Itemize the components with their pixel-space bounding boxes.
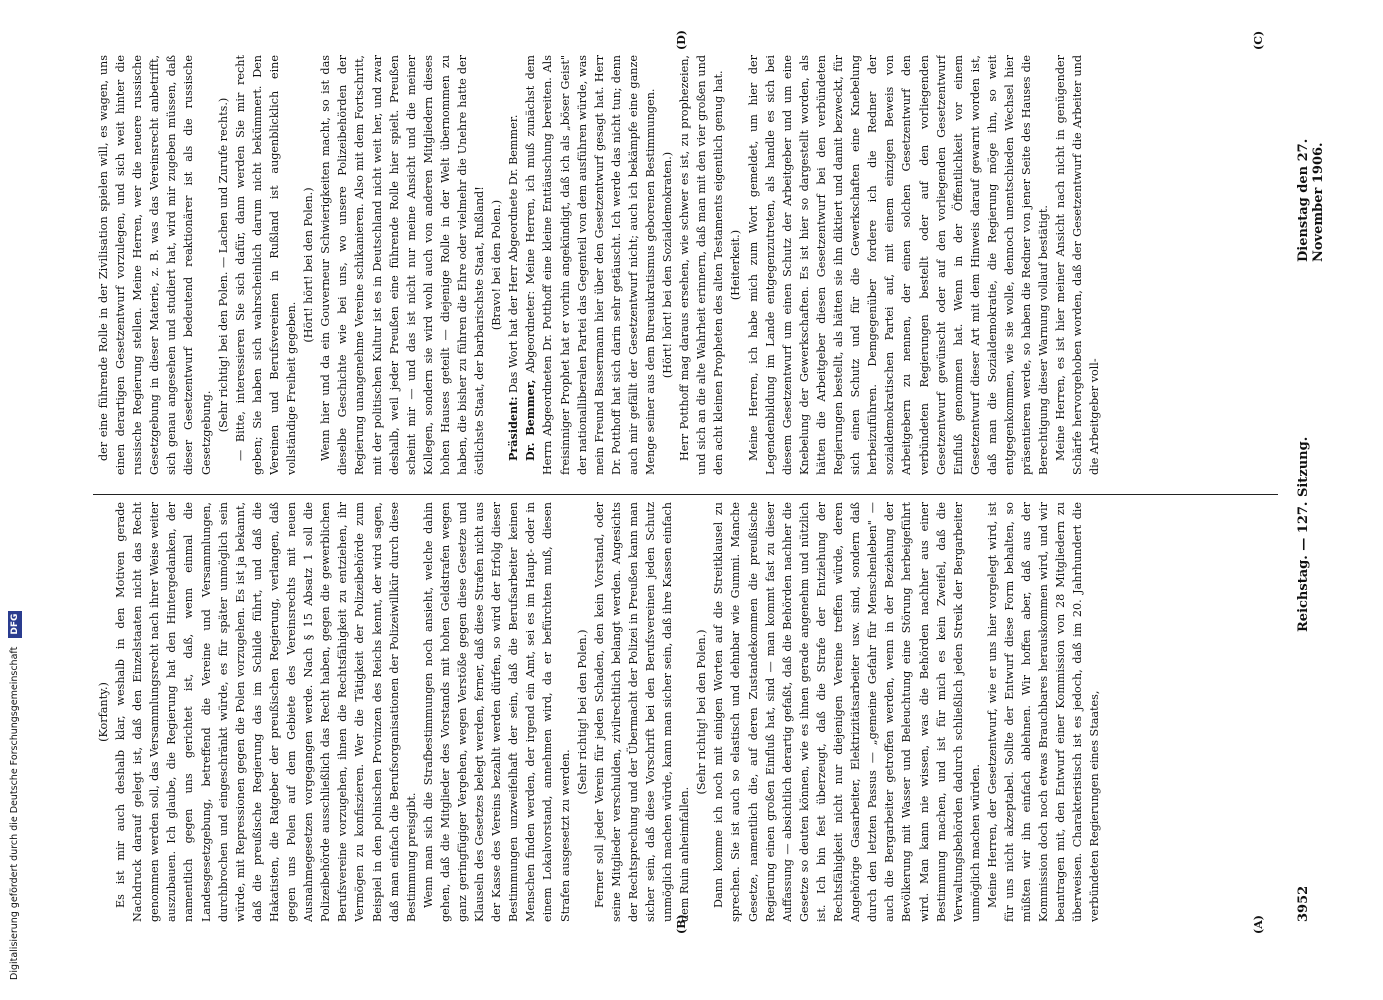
- page-title: Reichstag. — 127. Sitzung.: [1296, 436, 1311, 632]
- speaker-name: Dr. Bemmer,: [523, 379, 538, 461]
- paragraph-text: Dann komme ich noch mit einigen Worten auf die Streitklausel zu sprechen. Sie ist auch so elastisch und dehnbar wie Gummi. Manche Gesetze, namentlich die, auf deren Zustandekommen die preußische Regierung einen großen Einfluß hat, sind — man kommt fast zu dieser Auffassung — absichtlich derartig gefaßt, daß die Behörden nachher die Gesetze so deuten können, wie es ihnen gerade angenehm und nützlich ist. Ich bin fest überzeugt, daß die Strafe der Entziehung der Rechtsfähigkeit nicht nur diejenigen Vereine treffen würde, deren Angehörige Gasarbeiter, Elektrizitätsarbeiter usw. sind, sondern daß durch den letzten Passus — „gemeine Gefahr für Menschenleben" — auch die Bergarbeiter getroffen werden, wenn in der Beziehung der Bevölkerung mit Wasser und Beleuchtung eine Störung herbeigeführt wird. Man kann nie wissen, was die Behörden nachher aus einer Bestimmung machen, und ist für mich es kein Zweifel, daß die Verwaltungsbehörden dadurch schließlich jeden Streik der Bergarbeiter unmöglich machen würden.: [712, 502, 982, 922]
- footer: [4, 20, 26, 980]
- stage-direction: [659, 55, 676, 475]
- paragraph: [522, 55, 659, 475]
- stage-direction: [215, 55, 232, 475]
- column-divider: [93, 494, 1278, 495]
- dfg-logo: DFG: [8, 611, 22, 638]
- stage-direction: [300, 55, 317, 475]
- page-header: [1290, 62, 1326, 922]
- paragraph-text: Ferner soll jeder Verein für jeden Schaden, den kein Vorstand, oder seine Mitglieder verschulden, zivilrechtlich belangt werden. Angesichts der Rechtsprechung und der Übermacht der Polizei in Preußen kann man sicher sein, daß diese Vorschrift bei den Berufsvereinen jeden Schutz unmöglich machen würde, kann man sicher sein, daß ihre Kassen einfach dem Ruin anheimfallen.: [592, 502, 692, 922]
- paragraph-text: Wenn hier und da ein Gouverneur Schwierigkeiten macht, so ist das dieselbe Geschichte wie bei uns, wo unsere Polizeibehörden der Regierung unangenehme Vereine schikanieren. Also mit dem Fortschritt, mit der politischen Kultur ist es in Deutschland nicht weit her, und zwar deshalb, weil jeder Preußen eine führende Rolle hier spielt. Preußen scheint mir — und das ist nicht nur meine Ansicht und die meiner Kollegen, sondern sie wird wohl auch von anderen Mitgliedern dieses hohen Hauses geteilt — diejenige Rolle in der Welt übernommen zu haben, die bisher zu führen die Ehre oder vielmehr die Unehre hatte der östlichste Staat, der barbarischste Staat, Rußland!: [319, 55, 487, 475]
- paragraph: [232, 55, 300, 475]
- paragraph: [95, 55, 215, 475]
- paragraph-text: Wenn man sich die Strafbestimmungen noch ansieht, welche dahin gehen, daß die Mitglieder des Vorstands mit hohen Geldstrafen wegen ganz geringfügiger Vergehen, wegen Verstöße gegen diese Gesetze und Klauseln des Gesetzes belegt werden, ferner, daß diese Strafen nicht aus der Kasse des Vereins bezahlt werden dürfen, so wird der Erfolg dieser Bestimmungen unzweifelhaft der sein, daß die Berufsarbeiter keinen Menschen finden werden, der irgend ein Amt, sei es im Haupt- oder in einem Lokalvorstand, annehmen wird, da er befürchten muß, diesen Strafen ausgesetzt zu werden.: [421, 502, 572, 922]
- paragraph-text: (Hört! hört! bei den Sozialdemokraten.): [661, 151, 675, 379]
- paragraph-text: Meine Herren, ich habe mich zum Wort gemeldet, um hier der Legendenbildung im Lande entgegenzutreten, als handle es sich bei diesem Gesetzentwurf um einen Schutz der Arbeitgeber und um eine Knebelung der Gewerkschaften. Es ist hier so dargestellt worden, als hätten die Arbeitgeber diesen Gesetzentwurf bei den verbündeten Regierungen bestellt, als hätten sie ihn diktiert und damit bezweckt, für sich einen Schutz und für die Gewerkschaften eine Knebelung herbeizuführen. Demgegenüber fordere ich die Redner der sozialdemokratischen Partei auf, mit einem einzigen Beweis von Arbeitgebern zu nennen, der einen solchen Gesetzentwurf den verbündeten Regierungen bestellt oder auf den vorliegenden Gesetzentwurf gewünscht oder auf den vorliegenden Gesetzentwurf Einfluß genommen hat. Wenn in der Öffentlichkeit vor einem Gesetzentwurf dieser Art mit dem Hinweis darauf gewarnt worden ist, daß man die Sozialdemokratie, die Regierung möge ihn, so weit entgegenkommen, wie sie wolle, dennoch unentschieden Wechsel hier präsentieren werde, so haben die Redner von jener Seite des Hauses die Berechtigung dieser Warnung vollauf bestätigt.: [746, 55, 1051, 475]
- paragraph: [676, 55, 727, 475]
- session-date: Dienstag den 27. November 1906.: [1296, 138, 1326, 262]
- paragraph-text: (Heiterkeit.): [729, 229, 743, 301]
- paragraph-text: (Sehr richtig! bei den Polen.): [695, 629, 709, 795]
- paragraph-text: Abgeordneter: Meine Herren, ich muß zunächst dem Herrn Abgeordneten Dr. Potthoff eine kleine Enttäuschung bereiten. Als freisinniger Prophet hat er vorhin angekündigt, daß ich als „böser Geist" der nationalliberalen Partei das Gegenteil von dem ausführen würde, was mein Freund Bassermann hier über den Gesetzentwurf gesagt hat. Herr Dr. Potthoff hat sich darin sehr getäuscht. Ich werde das nicht tun; denn auch mir gefällt der Gesetzentwurf nicht; auch ich bekämpfe eine ganze Menge seiner aus dem Bureaukratismus geborenen Bestimmungen.: [524, 55, 657, 475]
- speaker-name: Präsident:: [506, 396, 521, 461]
- paragraph: [317, 55, 488, 475]
- stage-direction: [574, 502, 591, 922]
- stage-direction: [727, 55, 744, 475]
- paragraph-text: (Bravo! bei den Polen.): [490, 199, 504, 331]
- paragraph: [710, 502, 984, 922]
- left-column: [95, 502, 1275, 922]
- paragraph: [984, 502, 1104, 922]
- paragraph-text: (Hört! hört! bei den Polen.): [302, 187, 316, 343]
- footer-text: Digitalisierung gefördert durch die Deutsche Forschungsgemeinschaft: [9, 646, 20, 980]
- paragraph-text: Meine Herren, es ist hier meiner Ansicht nach nicht in genügender Schärfe hervorgehoben worden, daß der Gesetzentwurf die Arbeiter und die Arbeitgeber voll-: [1054, 55, 1102, 475]
- margin-marker-b: (B): [675, 914, 688, 934]
- paragraph: [505, 55, 522, 475]
- paragraph: [591, 502, 694, 922]
- paragraph: [112, 502, 420, 922]
- stage-direction: [488, 55, 505, 475]
- paragraph-text: Es ist mir auch deshalb klar, weshalb in den Motiven gerade Nachdruck darauf gelegt ist, daß den Einzelstaaten nicht das Recht genommen werden soll, das Versammlungsrecht nach ihrer Weise weiter auszubauen. Ich glaube, die Regierung hat den Hintergedanken, der namentlich gegen uns gerichtet ist, daß, wenn einmal die Landesgesetzgebung, betreffend die Vereine und Versammlungen, durchbrochen und eingeschränkt würde, es für später unmöglich sein würde, mit Repressionen gegen die Polen vorzugehen. Es ist ja bekannt, daß die preußische Regierung das im Schilde führt, und daß die Hakatisten, die Ratgeber der preußischen Regierung, verlangen, daß gegen uns Polen auf dem Gebiete des Vereinsrechts mit neuen Ausnahmegesetzen vorgegangen werde. Nach § 15 Absatz 1 soll die Polizeibehörde ausschließlich das Recht haben, gegen die gewerblichen Berufsvereine vorzugehen, ihnen die Rechtsfähigkeit zu entziehen, ihr Vermögen zu konfiszieren. Wer die Tätigkeit der Polizeibehörde zum Beispiel in den polnischen Provinzen des Reichs kennt, der wird sagen, daß man einfach die Berufsorganisationen der Polizeiwillkür durch diese Bestimmung preisgibt.: [114, 502, 418, 922]
- paragraph-text: (Korfanty.): [97, 682, 110, 742]
- margin-marker-a: (A): [1252, 915, 1265, 934]
- paragraph-text: (Sehr richtig! bei den Polen.): [575, 629, 589, 795]
- paragraph-text: (Sehr richtig! bei den Polen. — Lachen und Zurufe rechts.): [216, 97, 230, 433]
- right-column: [95, 55, 1275, 475]
- margin-marker-d: (D): [675, 30, 688, 50]
- paragraph: [1052, 55, 1103, 475]
- paragraph: [420, 502, 574, 922]
- margin-marker-c: (C): [1252, 30, 1265, 50]
- stage-direction: [693, 502, 710, 922]
- paragraph-text: Das Wort hat der Herr Abgeordnete Dr. Bemmer.: [507, 114, 521, 393]
- paragraph-text: der eine führende Rolle in der Zivilisation spielen will, es wagen, uns einen derartigen Gesetzentwurf vorzulegen, und sich weit hinter die russische Regierung stellen. Meine Herren, wer die neuere russische Gesetzgebung in dieser Materie, z. B. was das Vereinsrecht anbetrifft, sich genau angesehen und studiert hat, wird mir zugeben müssen, daß dieser Gesetzentwurf bedeutend reaktionärer ist als die russische Gesetzgebung.: [97, 55, 213, 475]
- paragraph: [745, 55, 1053, 475]
- paragraph-text: — Bitte, interessieren Sie sich dafür, dann werden Sie mir recht geben; Sie haben sich wahrscheinlich darum nicht bekümmert. Den Vereinen und Berufsvereinen in Rußland ist augenblicklich eine vollständige Freiheit gegeben.: [233, 55, 299, 475]
- paragraph-text: Herr Potthoff mag daraus ersehen, wie schwer es ist, zu prophezeien, und sich an die alte Wahrheit erinnern, daß man mit den vier großen und den acht kleinen Propheten des alten Testaments eigentlich genug hat.: [678, 55, 726, 475]
- paragraph-text: Meine Herren, der Gesetzentwurf, wie er uns hier vorgelegt wird, ist für uns nicht akzeptabel. Sollte der Entwurf diese Form behalten, so müßten wir ihn einfach ablehnen. Wir hoffen aber, daß aus der Kommission doch noch etwas Brauchbares herauskommen wird, und wir beantragen mit, den Entwurf einer Kommission von 28 Mitgliedern zu überweisen. Charakteristisch ist es jedoch, daß im 20. Jahrhundert die verbündeten Regierungen eines Staates,: [985, 502, 1102, 922]
- stage-direction: [95, 502, 112, 922]
- page-number: 3952: [1296, 885, 1311, 922]
